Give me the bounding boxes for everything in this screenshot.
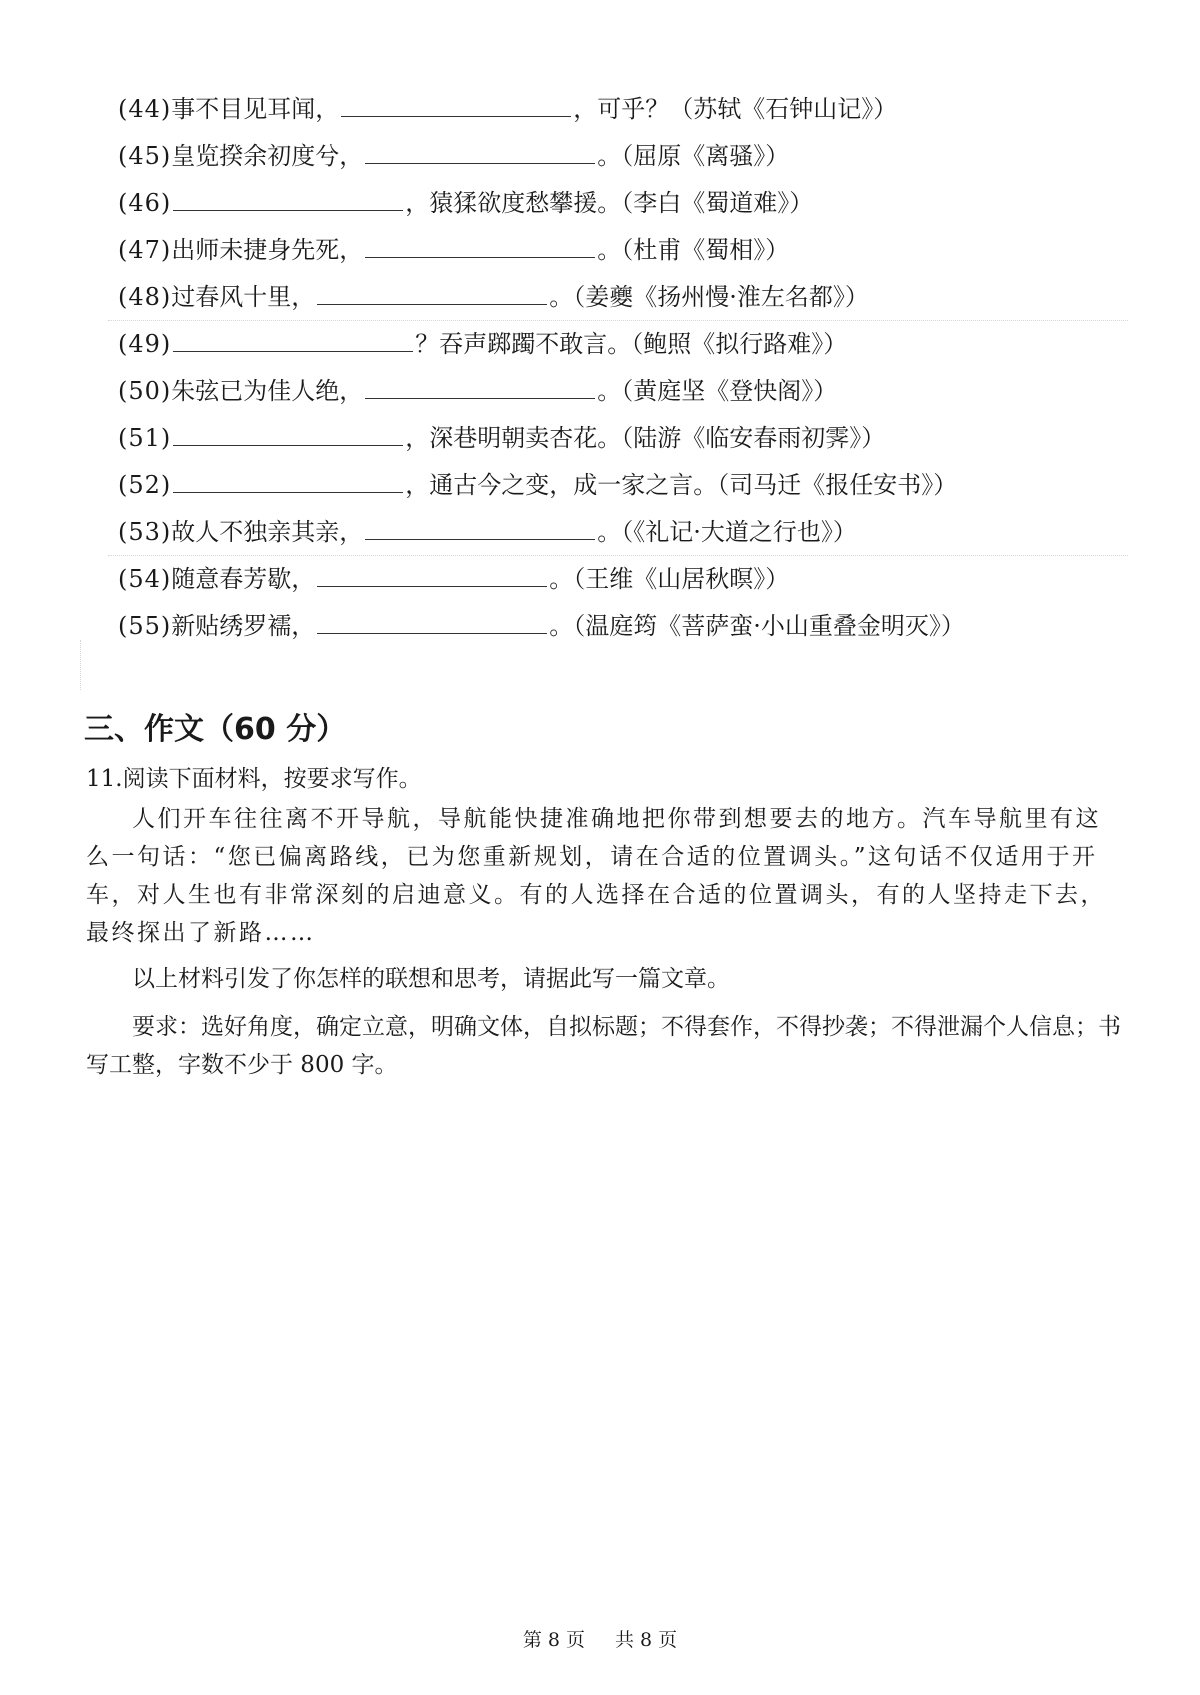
answer-blank[interactable] <box>317 609 547 634</box>
page-total: 共 8 页 <box>615 1629 678 1651</box>
item-number: (51) <box>118 424 172 452</box>
item-number: (52) <box>118 471 172 499</box>
dotted-divider <box>108 320 1128 321</box>
item-number: (48) <box>118 283 172 311</box>
item-number: (55) <box>118 612 172 640</box>
page-footer <box>0 1625 1200 1652</box>
answer-blank[interactable] <box>173 468 403 493</box>
page-number: 第 8 页 <box>522 1629 585 1651</box>
item-number: (44) <box>118 95 172 123</box>
item-text-after: 。（《礼记·大道之行也》） <box>597 518 857 546</box>
item-text-after: ？吞声踯躅不敢言。（鲍照《拟行路难》） <box>415 330 848 358</box>
answer-blank[interactable] <box>317 280 547 305</box>
answer-blank[interactable] <box>173 186 403 211</box>
material-paragraph: 人们开车往往离不开导航，导航能快捷准确地把你带到想要去的地方。汽车导航里有这么一句话：“您已偏离路线，已为您重新规划，请在合适的位置调头。”这句话不仅适用于开车，对人生也有非常深刻的启迪意义。有的人选择在合适的位置调头，有的人坚持走下去，最终探出了新路…… <box>86 806 1106 946</box>
item-text-after: ，可乎？（苏轼《石钟山记》） <box>573 95 898 123</box>
fill-item-46 <box>118 186 813 220</box>
item-text-before: 出师未捷身先死， <box>171 236 364 264</box>
section-heading: 三、作文（60 分） <box>84 712 347 747</box>
item-text-after: 。（温庭筠《菩萨蛮·小山重叠金明灭》） <box>549 612 965 640</box>
item-text-before: 故人不独亲其亲， <box>171 518 364 546</box>
item-text-after: ，通古今之变，成一家之言。（司马迁《报任安书》） <box>405 471 958 499</box>
item-text-before: 朱弦已为佳人绝， <box>171 377 364 405</box>
item-text-after: 。（屈原《离骚》） <box>597 142 790 170</box>
fill-item-49 <box>118 327 847 361</box>
item-text-before: 皇览揆余初度兮， <box>171 142 364 170</box>
fill-item-52 <box>118 468 957 502</box>
item-text-before: 随意春芳歇， <box>171 565 316 593</box>
item-text-before: 新贴绣罗襦， <box>171 612 316 640</box>
fill-item-50 <box>118 374 837 408</box>
fill-item-51 <box>118 421 885 455</box>
answer-blank[interactable] <box>365 233 595 258</box>
item-number: (53) <box>118 518 172 546</box>
answer-blank[interactable] <box>173 327 413 352</box>
item-number: (46) <box>118 189 172 217</box>
fill-item-53 <box>118 515 857 549</box>
item-text-before: 事不目见耳闻， <box>171 95 340 123</box>
item-text-after: 。（黄庭坚《登快阁》） <box>597 377 838 405</box>
dotted-margin-mark <box>80 640 81 690</box>
item-number: (54) <box>118 565 172 593</box>
item-text-after: 。（姜夔《扬州慢·淮左名都》） <box>549 283 869 311</box>
fill-item-45 <box>118 139 789 173</box>
fill-item-44 <box>118 92 897 126</box>
item-text-after: ，猿猱欲度愁攀援。（李白《蜀道难》） <box>405 189 814 217</box>
item-number: (45) <box>118 142 172 170</box>
item-number: (49) <box>118 330 172 358</box>
answer-blank[interactable] <box>173 421 403 446</box>
item-text-before: 过春风十里， <box>171 283 316 311</box>
item-text-after: ，深巷明朝卖杏花。（陆游《临安春雨初霁》） <box>405 424 886 452</box>
item-text-after: 。（杜甫《蜀相》） <box>597 236 790 264</box>
dotted-divider <box>108 555 1128 556</box>
fill-item-55 <box>118 609 965 643</box>
item-text-after: 。（王维《山居秋暝》） <box>549 565 790 593</box>
fill-item-54 <box>118 562 789 596</box>
answer-blank[interactable] <box>365 139 595 164</box>
answer-blank[interactable] <box>341 92 571 117</box>
writing-prompt: 以上材料引发了你怎样的联想和思考，请据此写一篇文章。 <box>132 966 730 992</box>
answer-blank[interactable] <box>365 515 595 540</box>
question-prompt: 11.阅读下面材料，按要求写作。 <box>86 766 422 792</box>
fill-item-47 <box>118 233 789 267</box>
fill-item-48 <box>118 280 869 314</box>
requirements: 要求：选好角度，确定立意，明确文体，自拟标题；不得套作，不得抄袭；不得泄漏个人信息；书写工整，字数不少于 800 字。 <box>86 1014 1121 1078</box>
answer-blank[interactable] <box>365 374 595 399</box>
item-number: (47) <box>118 236 172 264</box>
answer-blank[interactable] <box>317 562 547 587</box>
item-number: (50) <box>118 377 172 405</box>
